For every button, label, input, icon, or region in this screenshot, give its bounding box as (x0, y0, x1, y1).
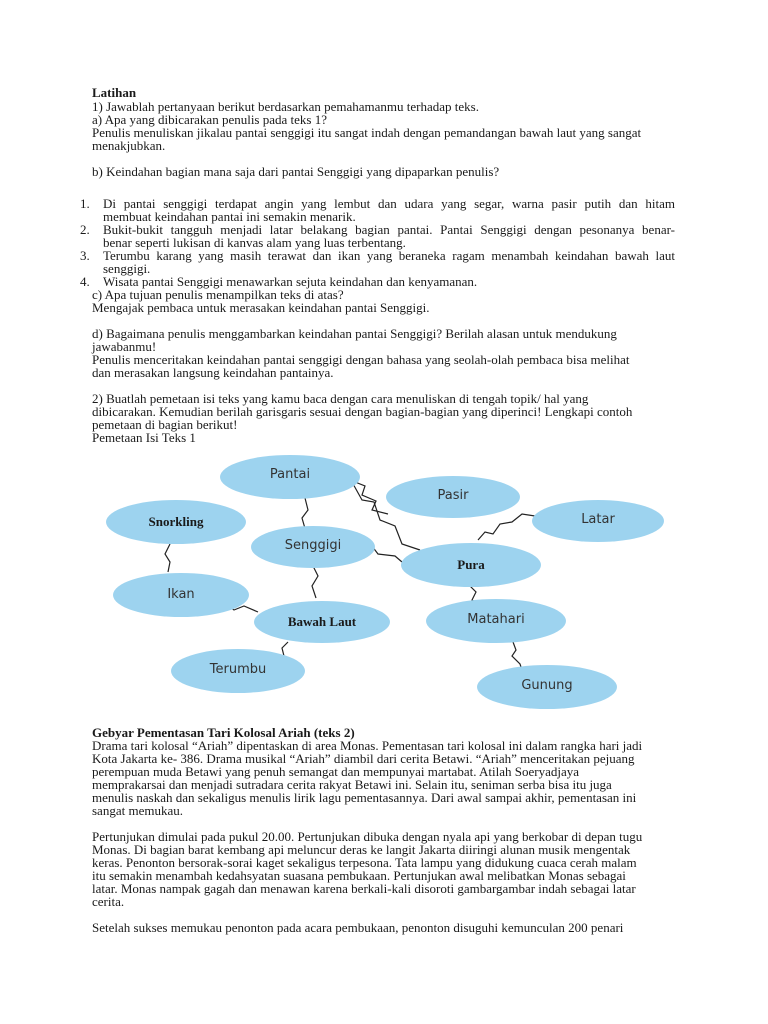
node-pantai: Pantai (269, 467, 311, 482)
connector-matahari-gunung (512, 642, 522, 670)
text2-p2-line: itu semakin menambah kedahsyatan suasana pembukaan. Pertunjukan awal melibatkan Monas sebagai (92, 868, 626, 883)
answer-d-line-1: Penulis menceritakan keindahan pantai senggigi dengan bahasa yang seolah-olah pembaca bisa melihat (92, 352, 630, 367)
text2-title: Gebyar Pementasan Tari Kolosal Ariah (teks 2) (92, 725, 355, 740)
text2-p1-line: memprakarsai dan menjadi sutradara cerita rakyat Betawi ini. Selain itu, seniman serba bisa itu juga (92, 777, 612, 792)
question-c: c) Apa tujuan penulis menampilkan teks di atas? (92, 287, 344, 302)
node-pura: Pura (457, 557, 485, 572)
question-a: a) Apa yang dibicarakan penulis pada teks 1? (92, 112, 327, 127)
question-d-line-2: jawabanmu! (92, 339, 157, 354)
list-item-1-line-2: membuat keindahan pantai ini semakin menarik. (103, 209, 356, 224)
task-2-line-3: pemetaan di bagian berikut! (92, 417, 238, 432)
node-pasir: Pasir (437, 488, 469, 503)
list-number: 4. (80, 274, 90, 289)
node-matahari: Matahari (467, 612, 525, 627)
question-b: b) Keindahan bagian mana saja dari pantai Senggigi yang dipaparkan penulis? (92, 164, 500, 179)
exercise-heading: Latihan (92, 85, 137, 100)
text2-p1-line: Kota Jakarta ke- 386. Drama musikal “Ariah” diambil dari cerita Betawi. “Ariah” menceritakan pejuang (92, 751, 635, 766)
text2-p1-line: sangat memukau. (92, 803, 183, 818)
connector-pura-latar (478, 514, 535, 540)
connector-snorkling-ikan (165, 544, 170, 572)
text2-p1-line: Drama tari kolosal “Ariah” dipentaskan di area Monas. Pementasan tari kolosal ini dalam rangka hari jadi (92, 738, 643, 753)
list-item-3-line-2: senggigi. (103, 261, 151, 276)
list-item-2-line-2: benar seperti lukisan di kanvas alam yang luas terbentang. (103, 235, 406, 250)
exercise-instruction: 1) Jawablah pertanyaan berikut berdasarkan pemahamanmu terhadap teks. (92, 99, 479, 114)
list-number: 3. (80, 248, 90, 263)
text2-p2-line: Pertunjukan dimulai pada pukul 20.00. Pertunjukan dibuka dengan nyala api yang berkobar di depan tugu (92, 829, 643, 844)
answer-a-line-1: Penulis menuliskan jikalau pantai senggigi itu sangat indah dengan pemandangan bawah laut yang sangat (92, 125, 642, 140)
answer-c: Mengajak pembaca untuk merasakan keindahan pantai Senggigi. (92, 300, 430, 315)
answer-a-line-2: menakjubkan. (92, 138, 166, 153)
list-item-4-line-1: Wisata pantai Senggigi menawarkan sejuta keindahan dan kenyamanan. (103, 274, 478, 289)
text2-p2-line: Monas. Di bagian barat kembang api meluncur deras ke langit Jakarta diiringi alunan musik mengentak (92, 842, 631, 857)
task-2-line-2: dibicarakan. Kemudian berilah garisgaris sesuai dengan bagian-bagian yang diperinci! Lengkapi contoh (92, 404, 633, 419)
task-2-line-1: 2) Buatlah pemetaan isi teks yang kamu baca dengan cara menuliskan di tengah topik/ hal yang (92, 391, 589, 406)
list-item-2-line-1: Bukit-bukit tangguh menjadi latar belakang bagian pantai. Pantai Senggigi dengan pesonanya benar- (103, 222, 675, 237)
node-gunung: Gunung (521, 678, 573, 693)
text2-p1-line: perempuan muda Betawi yang penuh semangat dan mempunyai martabat. Atilah Soeryadjaya (92, 764, 579, 779)
mind-map (0, 440, 768, 715)
text2-p2-line: cerita. (92, 894, 125, 909)
text2-p2-line: keras. Penonton bersorak-sorai kaget sekaligus terpesona. Tata lampu yang didukung cuaca cerah malam (92, 855, 637, 870)
map-title: Pemetaan Isi Teks 1 (92, 430, 196, 445)
node-terumbu: Terumbu (209, 662, 267, 677)
list-number: 1. (80, 196, 90, 211)
answer-d-line-2: dan merasakan langsung keindahan pantainya. (92, 365, 334, 380)
list-item-1-line-1: Di pantai senggigi terdapat angin yang lembut dan udara yang segar, warna pasir putih dan hitam (103, 196, 675, 211)
node-latar: Latar (581, 512, 615, 527)
node-senggigi: Senggigi (284, 538, 342, 553)
connector-pantai-pasir (350, 480, 388, 514)
list-item-3-line-1: Terumbu karang yang masih terawat dan ikan yang beraneka ragam menambah keindahan bawah laut (103, 248, 675, 263)
node-bawah-laut: Bawah Laut (287, 614, 357, 629)
node-ikan: Ikan (167, 587, 195, 602)
node-snorkling: Snorkling (148, 514, 204, 529)
text2-p3-line: Setelah sukses memukau penonton pada acara pembukaan, penonton disuguhi kemunculan 200 penari (92, 920, 624, 935)
text2-p2-line: latar. Monas nampak gagah dan menawan karena berkali-kali disoroti gambargambar indah sebagai latar (92, 881, 636, 896)
question-d-line-1: d) Bagaimana penulis menggambarkan keindahan pantai Senggigi? Berilah alasan untuk mendukung (92, 326, 617, 341)
connector-senggigi-bawahlaut (312, 566, 318, 598)
list-number: 2. (80, 222, 90, 237)
text2-p1-line: menulis naskah dan sekaligus menulis lirik lagu pementasannya. Dari awal sampai akhir, pementasan ini (92, 790, 637, 805)
